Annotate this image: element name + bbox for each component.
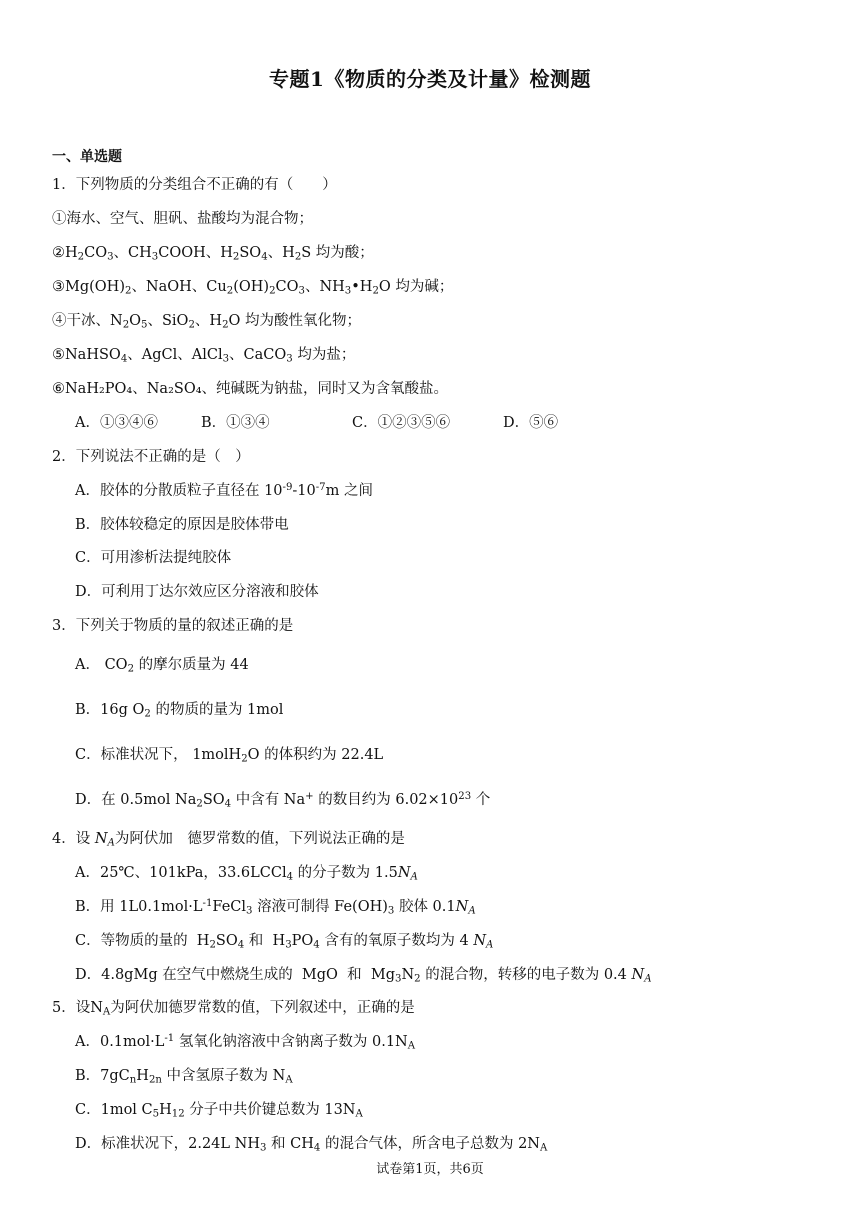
- q5-option-c[interactable]: C．1mol $C_5H_{12}$ 分子中共价键总数为 $13N_A$: [75, 1102, 363, 1120]
- page-title: 专题1《物质的分类及计量》检测题: [269, 67, 591, 91]
- section-heading: 一、单选题: [52, 149, 122, 165]
- q3-option-b[interactable]: B．16g $O_2$ 的物质的量为 1mol: [75, 702, 284, 720]
- q5-stem: 5．设$N_A$为阿伏加德罗常数的值，下列叙述中，正确的是: [52, 1000, 415, 1018]
- q3-option-c[interactable]: C．标准状况下， 1molH$_2$O 的体积约为 22.4L: [75, 747, 384, 765]
- q1-statement-2: $②H_2CO_3$、$CH_3COOH$、$H_2SO_4$、$H_2S$ 均为酸；: [52, 245, 374, 263]
- q1-statement-6: ⑥NaH₂PO₄、Na₂SO₄、纯碱既为钠盐，同时又为含氧酸盐。: [52, 381, 449, 397]
- q1-statement-1: ①海水、空气、胆矾、盐酸均为混合物；: [52, 211, 313, 227]
- q4-option-d[interactable]: D．4.8gMg 在空气中燃烧生成的 MgO 和 $Mg_3N_2$ 的混合物，转移的电子数为 0.4 $N_A$: [75, 967, 652, 985]
- q4-option-c[interactable]: C．等物质的量的 $H_2SO_4$ 和 $H_3PO_4$ 含有的氧原子数均为 4 $N_A$: [75, 933, 494, 951]
- q1-statement-5: ⑤NaHSO$_4$、AgCl、AlCl$_3$、CaCO$_3$ 均为盐；: [52, 347, 356, 365]
- q1-option-c[interactable]: C．①②③⑤⑥: [352, 415, 451, 431]
- q4-option-b[interactable]: B．用 $1L0.1mol\cdot L^{-1}FeCl_3$ 溶液可制得 $Fe(OH)_3$ 胶体 $0.1N_A$: [75, 897, 476, 917]
- q4-option-a[interactable]: A．25℃、101kPa，33.6LCCl$_4$ 的分子数为 $1.5N_A$: [75, 865, 418, 883]
- q1-statement-3: $③Mg(OH)_2$、NaOH、$Cu_2(OH)_2CO_3$、$NH_3•H_2O$ 均为碱；: [52, 279, 454, 297]
- q5-option-a[interactable]: A．$0.1mol\cdot L^{-1}$ 氢氧化钠溶液中含钠离子数为 $0.1N_A$: [75, 1032, 416, 1052]
- q2-option-d[interactable]: D．可利用丁达尔效应区分溶液和胶体: [75, 584, 319, 600]
- q1-stem: 1．下列物质的分类组合不正确的有（ ）: [52, 177, 337, 193]
- q1-option-a[interactable]: A．①③④⑥: [75, 415, 158, 431]
- q2-option-c[interactable]: C．可用渗析法提纯胶体: [75, 550, 232, 566]
- q1-option-d[interactable]: D．⑤⑥: [503, 415, 559, 431]
- q2-option-b[interactable]: B．胶体较稳定的原因是胶体带电: [75, 517, 289, 533]
- q3-option-a[interactable]: A． $CO_2$ 的摩尔质量为 44: [75, 657, 249, 675]
- q2-option-a[interactable]: A．胶体的分散质粒子直径在 $10^{-9}-10^{-7}m$ 之间: [75, 481, 373, 499]
- q3-option-d[interactable]: D．在 0.5mol $Na_2SO_4$ 中含有 Na+ 的数目约为 $6.02\times 10^{23}$ 个: [75, 790, 491, 810]
- q4-stem: 4．设 $N_A$为阿伏加 德罗常数的值，下列说法正确的是: [52, 831, 405, 849]
- q5-option-d[interactable]: D．标准状况下，2.24L $NH_3$ 和 $CH_4$ 的混合气体，所含电子总数为 $2N_A$: [75, 1136, 548, 1154]
- q2-stem: 2．下列说法不正确的是（ ）: [52, 449, 250, 465]
- q1-statement-4: ④干冰、$N_2O_5$、SiO$_2$、$H_2O$ 均为酸性氧化物；: [52, 313, 362, 331]
- q1-option-b[interactable]: B．①③④: [201, 415, 270, 431]
- page-footer: 试卷第1页，共6页: [376, 1162, 484, 1177]
- q5-option-b[interactable]: B．$7gC_nH_{2n}$ 中含氢原子数为 $N_A$: [75, 1068, 293, 1086]
- q3-stem: 3．下列关于物质的量的叙述正确的是: [52, 618, 294, 634]
